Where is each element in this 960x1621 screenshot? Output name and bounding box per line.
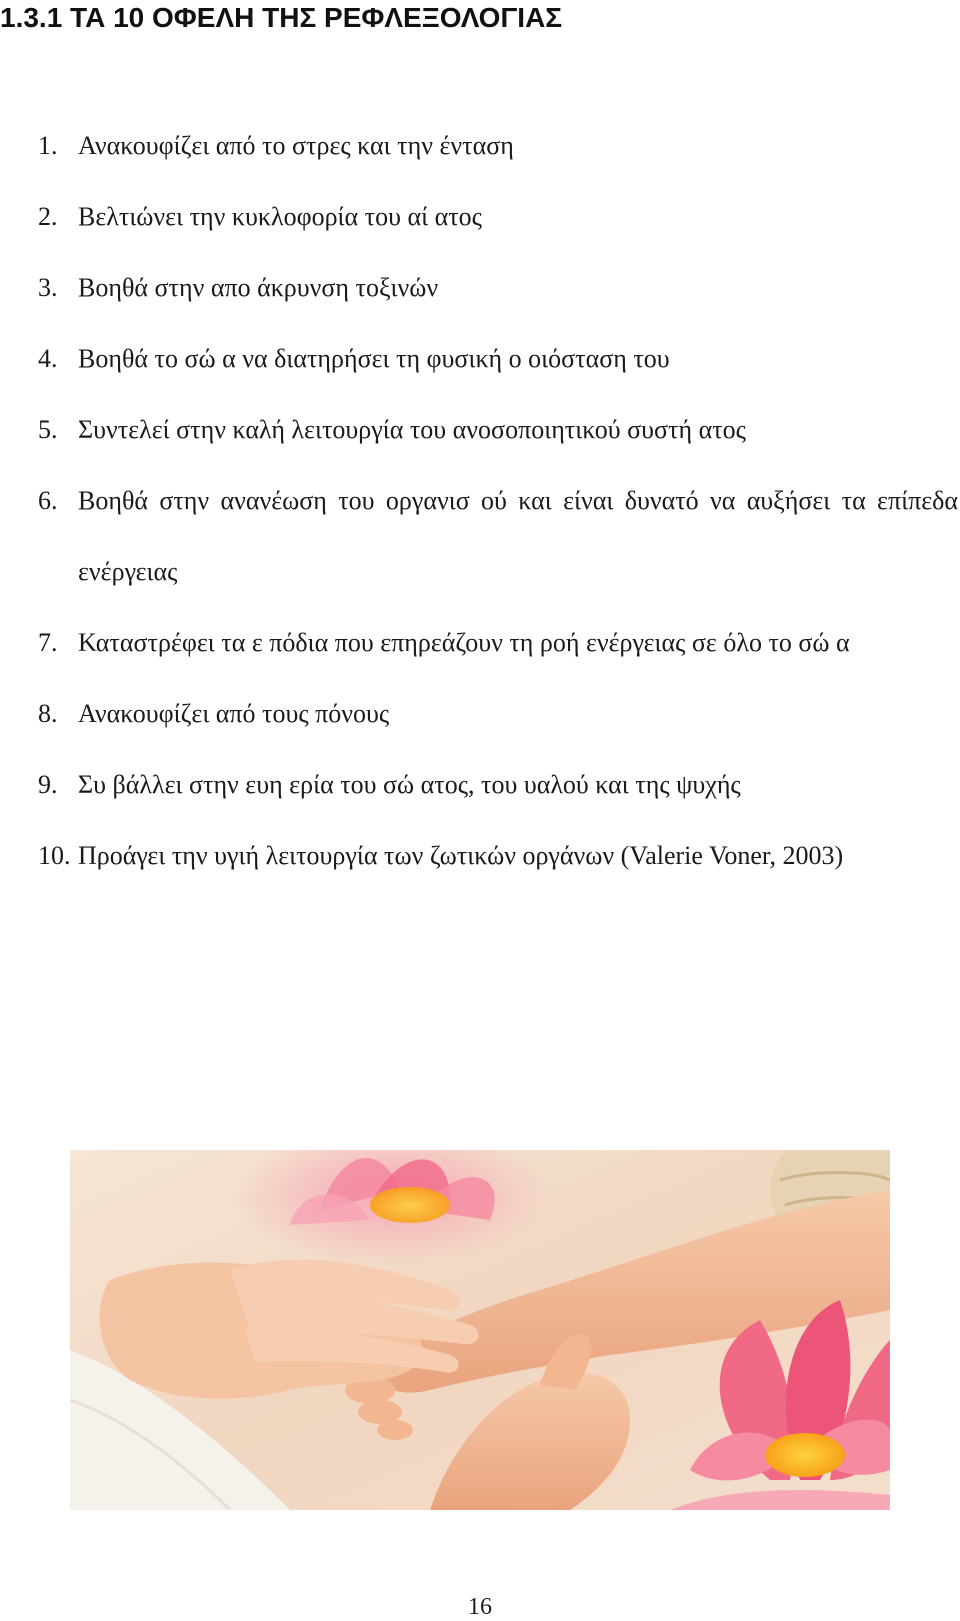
list-item-number: 2.	[38, 202, 58, 231]
list-item-number: 6.	[38, 486, 58, 515]
list-item-text: Προάγει την υγιή λειτουργία των ζωτικών οργάνων (Valerie Voner, 2003)	[78, 841, 844, 870]
list-item	[38, 607, 958, 678]
page-number: 16	[468, 1594, 492, 1620]
list-item-text: Βοηθά το σώ α να διατηρήσει τη φυσική ο οιόσταση του	[78, 344, 670, 373]
list-item	[38, 110, 958, 181]
list-item	[38, 465, 958, 607]
list-item-number: 8.	[38, 699, 58, 728]
list-item-text: Συ βάλλει στην ευη ερία του σώ ατος, του υαλού και της ψυχής	[78, 770, 741, 799]
list-item-text: Συντελεί στην καλή λειτουργία του ανοσοποιητικού συστή ατος	[78, 415, 746, 444]
list-item-text: Ανακουφίζει από το στρες και την ένταση	[78, 131, 514, 160]
list-item-text: Βελτιώνει την κυκλοφορία του αί ατος	[78, 202, 482, 231]
list-item	[38, 181, 958, 252]
section-heading: 1.3.1 ΤΑ 10 ΟΦΕΛΗ ΤΗΣ ΡΕΦΛΕΞΟΛΟΓΙΑΣ	[0, 2, 563, 33]
list-item-text: Ανακουφίζει από τους πόνους	[78, 699, 390, 728]
list-item	[38, 678, 958, 749]
list-item-number: 4.	[38, 344, 58, 373]
list-item-number: 5.	[38, 415, 58, 444]
list-item	[38, 749, 958, 820]
list-item-number: 9.	[38, 770, 58, 799]
reflexology-photo-drawing	[70, 1150, 890, 1510]
list-item-text: Βοηθά στην απο άκρυνση τοξινών	[78, 273, 439, 302]
reflexology-photo	[70, 1150, 890, 1510]
list-item-number: 10.	[38, 841, 71, 870]
list-item-number: 3.	[38, 273, 58, 302]
list-item	[38, 394, 958, 465]
list-item-number: 7.	[38, 628, 58, 657]
list-item	[38, 820, 958, 891]
list-item	[38, 252, 958, 323]
list-item-text: Καταστρέφει τα ε πόδια που επηρεάζουν τη ροή ενέργειας σε όλο το σώ α	[78, 628, 850, 657]
list-item-number: 1.	[38, 131, 58, 160]
benefits-list	[38, 110, 958, 891]
list-item	[38, 323, 958, 394]
list-item-text: Βοηθά στην ανανέωση του οργανισ ού και είναι δυνατό να αυξήσει τα επίπεδα ενέργειας	[78, 486, 958, 586]
